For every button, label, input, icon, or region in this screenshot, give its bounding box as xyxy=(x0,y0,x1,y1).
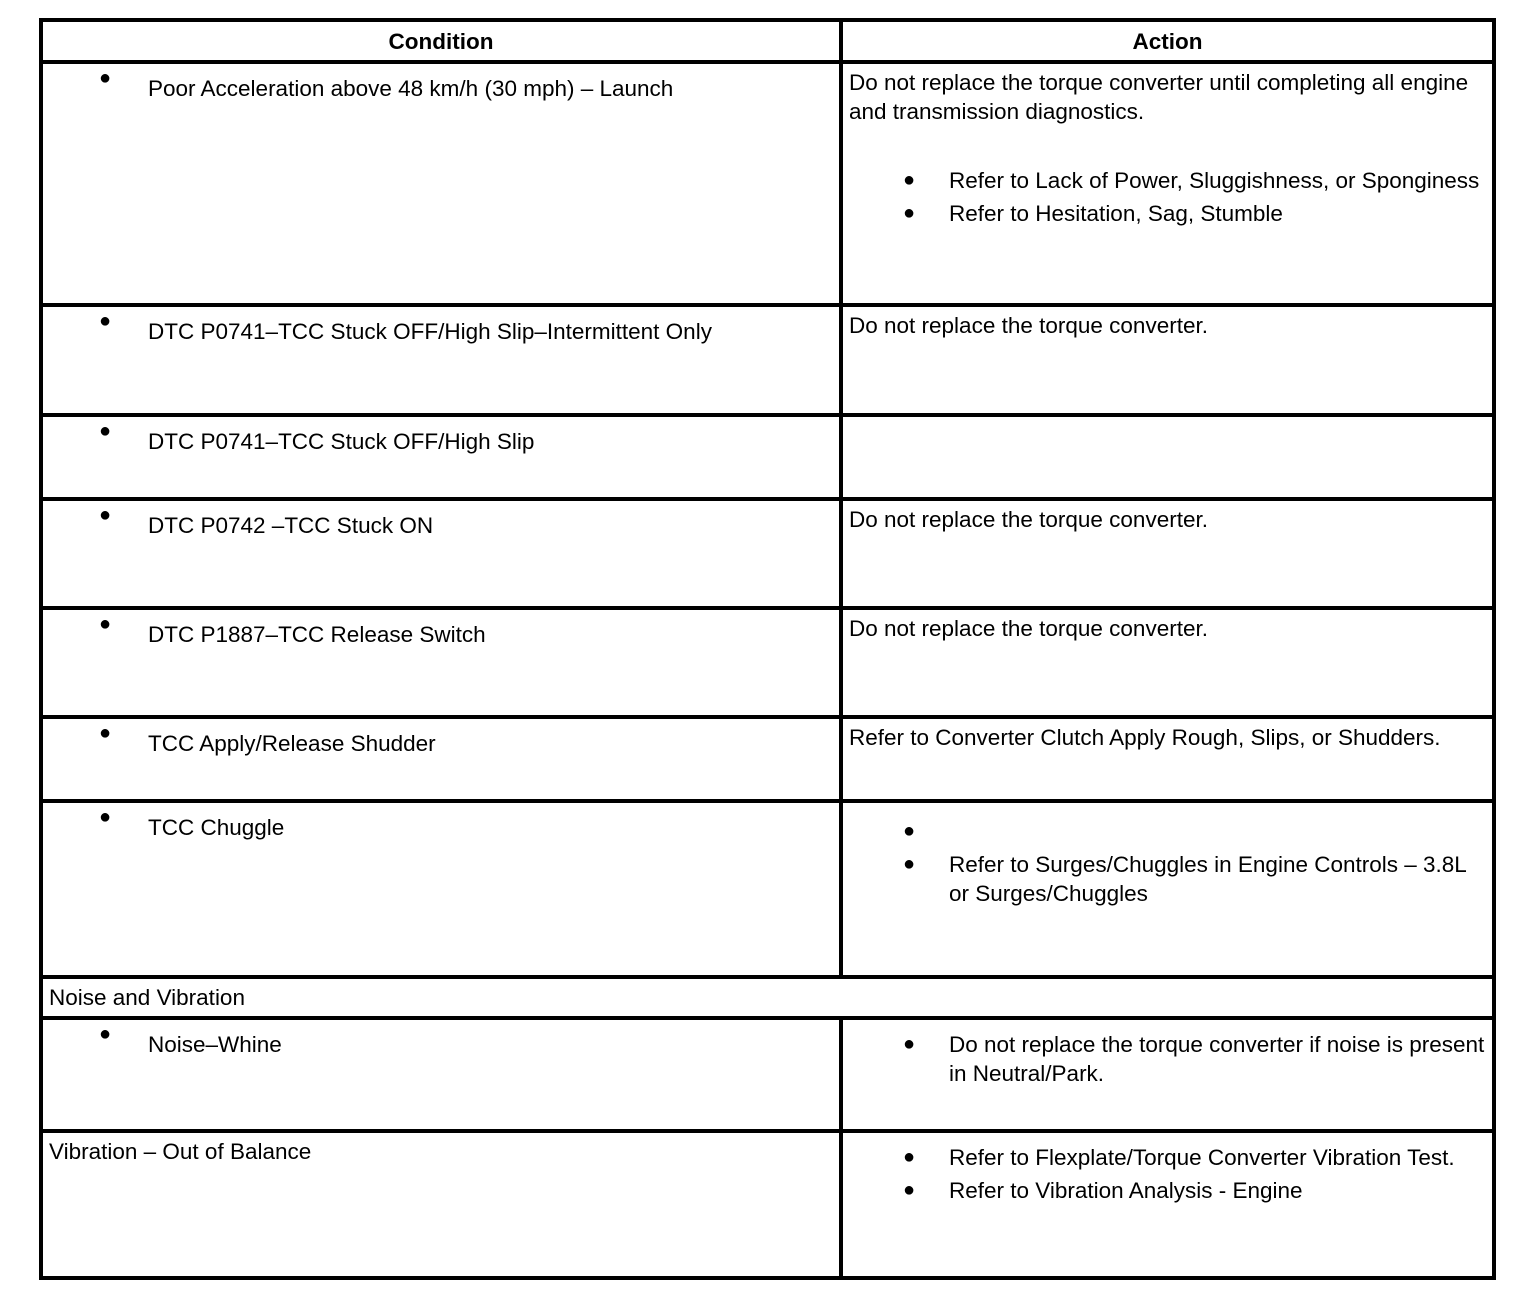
condition-text: DTC P0742 –TCC Stuck ON xyxy=(148,513,434,538)
list-item: ● Refer to Vibration Analysis - Engine xyxy=(903,1178,1303,1203)
bullet-icon: ● xyxy=(903,820,916,842)
condition-cell xyxy=(41,499,841,608)
bullet-icon: ● xyxy=(99,420,112,442)
action-cell xyxy=(841,801,1494,977)
action-text: Refer to Converter Clutch Apply Rough, Slips, or Shudders. xyxy=(849,725,1441,750)
table-row xyxy=(41,499,1494,608)
condition-text: DTC P0741–TCC Stuck OFF/High Slip–Intermittent Only xyxy=(148,319,712,344)
diagnostic-table xyxy=(39,18,1496,1280)
table-row xyxy=(41,608,1494,717)
section-cell xyxy=(41,977,1494,1018)
condition-text: TCC Chuggle xyxy=(148,815,285,840)
action-cell xyxy=(841,608,1494,717)
table-row xyxy=(41,415,1494,499)
condition-cell xyxy=(41,608,841,717)
action-cell xyxy=(841,62,1494,305)
action-cell xyxy=(841,1018,1494,1131)
condition-cell xyxy=(41,1018,841,1131)
condition-cell xyxy=(41,717,841,801)
condition-cell xyxy=(41,62,841,305)
condition-text: Poor Acceleration above 48 km/h (30 mph) – Launch xyxy=(148,76,674,101)
bullet-icon: ● xyxy=(903,202,916,224)
bullet-icon: ● xyxy=(99,722,112,744)
condition-cell xyxy=(41,305,841,415)
table-row xyxy=(41,1018,1494,1131)
bullet-icon: ● xyxy=(99,1023,112,1045)
condition-cell xyxy=(41,801,841,977)
list-item: ● Refer to Flexplate/Torque Converter Vibration Test. xyxy=(903,1145,1455,1170)
action-header: Action xyxy=(841,20,1494,62)
section-title: Noise and Vibration xyxy=(49,985,245,1010)
bullet-icon: ● xyxy=(903,853,916,875)
bullet-icon: ● xyxy=(99,310,112,332)
condition-cell xyxy=(41,1131,841,1278)
action-cell xyxy=(841,305,1494,415)
bullet-icon: ● xyxy=(99,504,112,526)
action-cell xyxy=(841,499,1494,608)
bullet-icon: ● xyxy=(903,169,916,191)
bullet-icon: ● xyxy=(903,1033,916,1055)
action-text: Do not replace the torque converter until completing all engine and transmission diagnostics. xyxy=(849,70,1469,124)
action-text: Do not replace the torque converter. xyxy=(849,616,1208,641)
bullet-icon: ● xyxy=(903,1179,916,1201)
list-item xyxy=(849,817,1486,846)
table-row xyxy=(41,62,1494,305)
list-item: ● Refer to Surges/Chuggles in Engine Controls – 3.8L or Surges/Chuggles xyxy=(903,852,1466,906)
list-item: ● Refer to Lack of Power, Sluggishness, or Sponginess xyxy=(903,168,1480,193)
section-row xyxy=(41,977,1494,1018)
action-text: Do not replace the torque converter. xyxy=(849,313,1208,338)
bullet-icon: ● xyxy=(99,806,112,828)
condition-header: Condition xyxy=(41,20,841,62)
bullet-icon: ● xyxy=(99,613,112,635)
condition-text: TCC Apply/Release Shudder xyxy=(148,731,436,756)
table-row xyxy=(41,305,1494,415)
bullet-icon: ● xyxy=(903,1146,916,1168)
condition-text: DTC P1887–TCC Release Switch xyxy=(148,622,486,647)
action-text: Do not replace the torque converter. xyxy=(849,507,1208,532)
header-row xyxy=(41,20,1494,62)
action-cell xyxy=(841,415,1494,499)
condition-text: Noise–Whine xyxy=(148,1032,282,1057)
table-row xyxy=(41,1131,1494,1278)
list-item: ● Do not replace the torque converter if noise is present in Neutral/Park. xyxy=(903,1032,1485,1086)
action-text xyxy=(843,417,1492,421)
table-row xyxy=(41,717,1494,801)
action-cell xyxy=(841,717,1494,801)
condition-cell xyxy=(41,415,841,499)
condition-text: Vibration – Out of Balance xyxy=(49,1139,312,1164)
condition-text: DTC P0741–TCC Stuck OFF/High Slip xyxy=(148,429,535,454)
list-item: ● Refer to Hesitation, Sag, Stumble xyxy=(903,201,1283,226)
action-cell xyxy=(841,1131,1494,1278)
table-row xyxy=(41,801,1494,977)
bullet-icon: ● xyxy=(99,67,112,89)
